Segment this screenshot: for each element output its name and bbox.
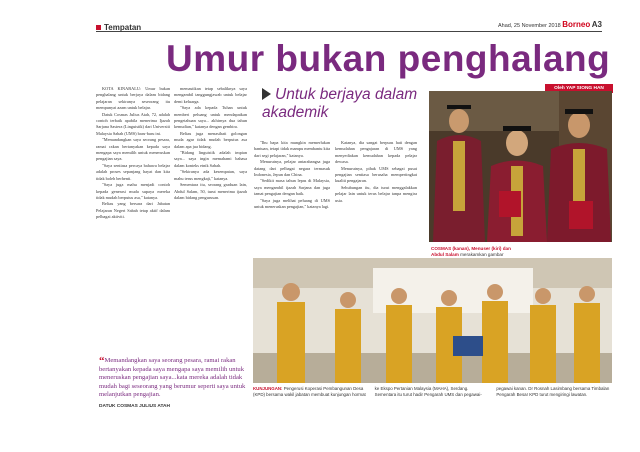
text-column-1 xyxy=(96,86,170,221)
text-column-3 xyxy=(254,140,330,210)
paragraph: Beliau yang bersara dari Jabatan Pelajaran Negeri Sabah tetap aktif dalam pelbagai aktiviti. xyxy=(96,201,170,220)
paragraph: Datuk Cosmas Julius Atah, 72, adalah contoh terbaik apabila menerima Ijazah Sarjana Sastera (Linguistik) dari Universiti Malaysia Sabah (UMS) baru-baru ini. xyxy=(96,111,170,136)
paragraph: "Saya juga mahu menjadi contoh kepada generasi muda supaya mereka tidak mudah berputus asa," katanya. xyxy=(96,182,170,200)
group-photo xyxy=(253,258,612,383)
paragraph: "Sedikit masa tahun lepas di Malaysia, saya mengambil ijazah Sarjana dan juga tamat pengajian dengan baik. xyxy=(254,178,330,197)
graduates-photo xyxy=(429,91,612,242)
paragraph: "Saya juga melihat peluang di UMS untuk meneruskan pengajian," katanya lagi. xyxy=(254,197,330,210)
caption-text: merakamkan gambar xyxy=(460,252,504,257)
paragraph: "Saya ada kepada Tuhan untuk memberi peluang untuk mendapatkan pengetahuan saya... akhirnya dua tahun kemudian," katanya dengan gembira. xyxy=(174,105,247,130)
section-label: Tempatan xyxy=(96,23,141,32)
page-number: A3 xyxy=(591,20,602,29)
paragraph: Menurutnya, pihak UMS sebagai pusat pengajian sentiasa berusaha mempertingkat kualiti pengajaran. xyxy=(335,165,417,184)
paragraph: Menurutnya, pelajar antarabangsa juga datang dari pelbagai negara termasuk Indonesia, Jepun dan China. xyxy=(254,159,330,178)
paragraph: "Sekiranya ada kesempatan, saya mahu terus mengkaji," katanya. xyxy=(174,169,247,181)
caption-highlight: KUNJUNGAN: xyxy=(253,386,283,391)
arrow-icon xyxy=(262,88,271,100)
caption-highlight: COSMAS (kanan), Menuser (kiri) dan Abdul Salam xyxy=(431,246,511,257)
paragraph: Katanya, dia sangat berpuas hati dengan kemudahan pengajaran di UMS yang menyediakan kemudahan kepada pelajar dewasa. xyxy=(335,140,417,165)
text-column-4 xyxy=(335,140,417,204)
paragraph: "Ibu bapa kita mungkin memerlukan bantuan, tetapi tidak mampu membantu kita dari segi pelajaran," katanya. xyxy=(254,140,330,158)
paragraph: KOTA KINABALU: Umur bukan penghalang untuk berjaya dalam bidang pelajaran sekiranya seseorang itu mempunyai azam untuk belajar. xyxy=(96,86,170,111)
group-photo-illustration xyxy=(253,258,612,383)
pull-quote-text: Memandangkan saya seorang pesara, ramai rakan bertanyakan kepada saya mengapa saya memilih untuk meneruskan pengajian saya...kata mereka adalah tidak mudah bagi seseorang yang berumur seperti saya untuk melanjutkan pengajian. xyxy=(99,357,246,399)
quote-mark-icon: “ xyxy=(99,355,105,367)
pull-quote-attribution: DATUK COSMAS JULIUS ATAH xyxy=(99,404,170,409)
brand-name: Borneo xyxy=(562,20,591,29)
photo-caption-2 xyxy=(253,386,612,398)
graduates-photo-illustration xyxy=(429,91,612,242)
paragraph: "Bidang linguistik adalah impian saya... saya ingin memahami bahasa dalam konteks etnik Sabah. xyxy=(174,150,247,168)
paragraph: Sementara itu, seorang graduan lain, Abdul Salam, 50, turut menerima ijazah dalam bidang pengurusan. xyxy=(174,182,247,200)
paragraph: Sehubungan itu, dia turut menggalakkan pelajar lain untuk terus belajar tanpa mengira usia. xyxy=(335,184,417,203)
subheadline xyxy=(262,86,422,122)
headline: Umur bukan penghalang xyxy=(166,38,611,79)
date-line xyxy=(498,20,602,29)
paragraph: memastikan tetap sebaliknya saya mengambil tanggungjawab untuk belajar demi keluarga. xyxy=(174,86,247,104)
date-text: Ahad, 25 November 2018 xyxy=(498,23,561,29)
text-column-2 xyxy=(174,86,247,201)
paragraph: Beliau juga menasihati golongan muda agar tidak mudah berputus asa dalam apa jua bidang. xyxy=(174,130,247,149)
subheadline-text: Untuk berjaya dalam akademik xyxy=(262,86,418,121)
paragraph: "Memandangkan saya seorang pesara, ramai rakan bertanyakan kepada saya mengapa saya memilih untuk meneruskan pengajian saya. xyxy=(96,137,170,162)
caption-text: Pengerusi Koperasi Pembangunan Desa (KPD) bersama wakil jabatan membuat kunjungan hormat ke Ekspo Pertanian Malaysia (MAHA), Serdang. Sementara itu turut hadir Pengarah UMS dan pegawai-pegawai kanan. Dr Rosnah Lasimbang bersama Timbalan Pengarah Besar KPD turut mengiringi lawatan. xyxy=(253,386,610,397)
paragraph: "Saya sentiasa percaya bahawa belajar adalah proses sepanjang hayat dan kita tidak boleh berhenti. xyxy=(96,162,170,181)
pull-quote xyxy=(99,357,249,400)
byline: Oleh YAP SIONG HAN xyxy=(545,84,613,93)
